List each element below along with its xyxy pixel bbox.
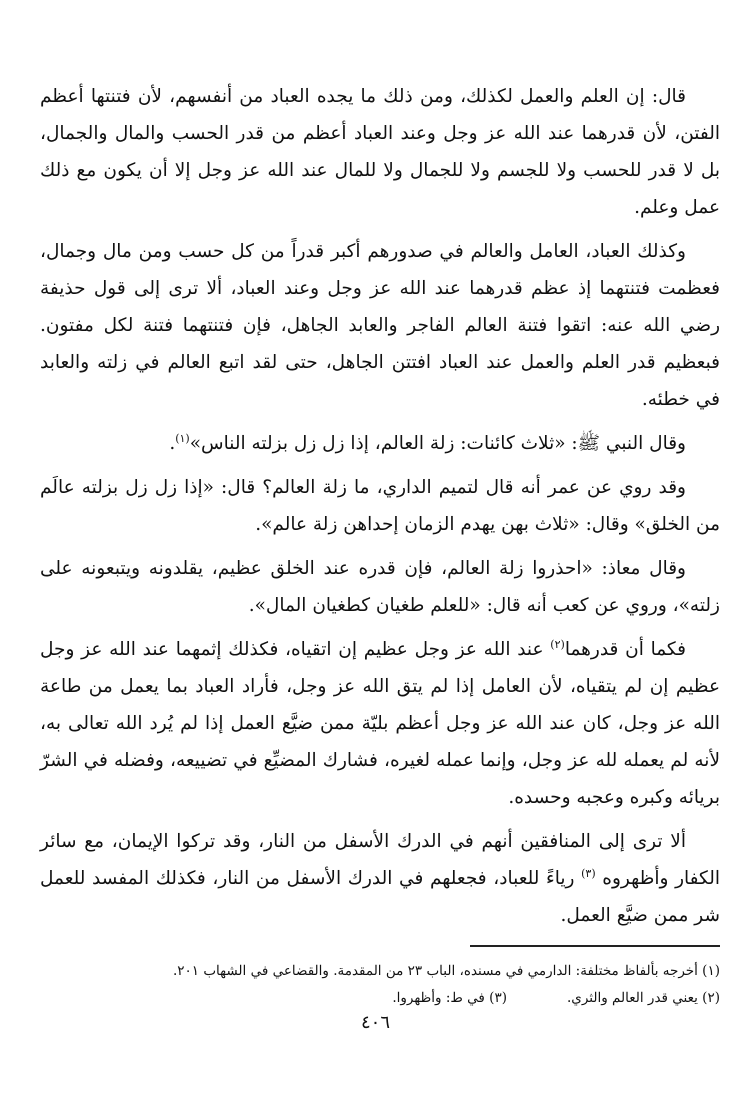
paragraph-umar: وقد روي عن عمر أنه قال لتميم الداري، ما زلة العالم؟ قال: «إذا زل زل بزلته عالَم من الخلق» وقال: «ثلاث بهن يهدم الزمان إحداهن زلة عالم». bbox=[40, 477, 720, 535]
paragraph-fn2-after: عند الله عز وجل عظيم إن اتقياه، فكذلك إثمهما عند الله عز وجل عظيم إن لم يتقياه، لأن العامل إذا لم يتق الله عز وجل، فأراد العباد بما يعمل من طاعة الله عز وجل، كان عند الله عز وجل أعظم بليّة ممن ضيَّع العمل إذا لم يُرد الله تعالى به، لأنه لم يعمله لله عز وجل، وإنما عمله لغيره، فشارك المضيِّع في تضييعه، وفضله في الشرّ بريائه وكبره وعجبه وحسده. bbox=[40, 639, 720, 808]
hadith-end: . bbox=[169, 433, 176, 454]
footnote-1: (١) أخرجه بألفاظ مختلفة: الدارمي في مسنده، الباب ٢٣ من المقدمة. والقضاعي في الشهاب ٢٠١. bbox=[172, 963, 720, 979]
paragraph-fn3-after: رياءً للعباد، فجعلهم في الدرك الأسفل من النار، فكذلك المفسد للعمل شر ممن ضيَّع العمل. bbox=[40, 868, 720, 926]
footnotes bbox=[40, 958, 720, 1012]
footnote-divider bbox=[470, 945, 720, 947]
hadith-paragraph bbox=[40, 425, 720, 462]
paragraph-fn3-before: ألا ترى إلى المنافقين أنهم في الدرك الأسفل من النار، وقد تركوا الإيمان، مع سائر الكفار وأظهروه bbox=[40, 831, 721, 889]
footnote-row-2 bbox=[40, 985, 720, 1012]
paragraph-fn2 bbox=[40, 631, 720, 816]
page-number: ٤٠٦ bbox=[360, 1012, 390, 1033]
paragraph-2: وكذلك العباد، العامل والعالم في صدورهم أكبر قدراً من كل حسب ومن مال وجمال، فعظمت فتنتهما إذ عظم قدرهما عند الله عز وجل وعند العباد، ألا ترى إلى قول حذيفة رضي الله عنه: اتقوا فتنة العالم الفاجر والعابد الجاهل، فإن فتنتهما فتنة لكل مفتون. فبعظيم قدر العلم والعمل عند العباد افتتن الجاهل، حتى لقد اتبع العالم في زلته والعابد في خطئه. bbox=[40, 241, 720, 410]
page-body bbox=[40, 78, 720, 941]
footnote-mark-1: (١) bbox=[175, 431, 190, 445]
footnote-mark-2: (٢) bbox=[550, 637, 565, 651]
paragraph-fn3 bbox=[40, 823, 720, 934]
paragraph-1: قال: إن العلم والعمل لكذلك، ومن ذلك ما يجده العباد من أنفسهم، لأن فتنتها أعظم الفتن، لأن قدرهما عند الله عز وجل وعند العباد أعظم من قدر الحسب والمال والجمال، بل لا قدر للحسب ولا للجسم ولا للجمال ولا للمال عند الله عز وجل إلا أن يكون مع ذلك عمل وعلم. bbox=[40, 86, 720, 218]
paragraph-fn2-before: فكما أن قدرهما bbox=[564, 639, 686, 660]
footnote-mark-3: (٣) bbox=[581, 866, 596, 880]
footnote-3: (٣) في ط: وأظهروا. bbox=[392, 990, 507, 1006]
footnote-2: (٢) يعني قدر العالم والثري. bbox=[567, 990, 720, 1006]
hadith-text: وقال النبي ﷺ: «ثلاث كائنات: زلة العالم، إذا زل زل بزلته الناس» bbox=[189, 433, 686, 454]
paragraph-muadh: وقال معاذ: «احذروا زلة العالم، فإن قدره عند الخلق عظيم، يقلدونه ويتبعونه على زلته»، وروي عن كعب أنه قال: «للعلم طغيان كطغيان المال». bbox=[40, 558, 720, 616]
